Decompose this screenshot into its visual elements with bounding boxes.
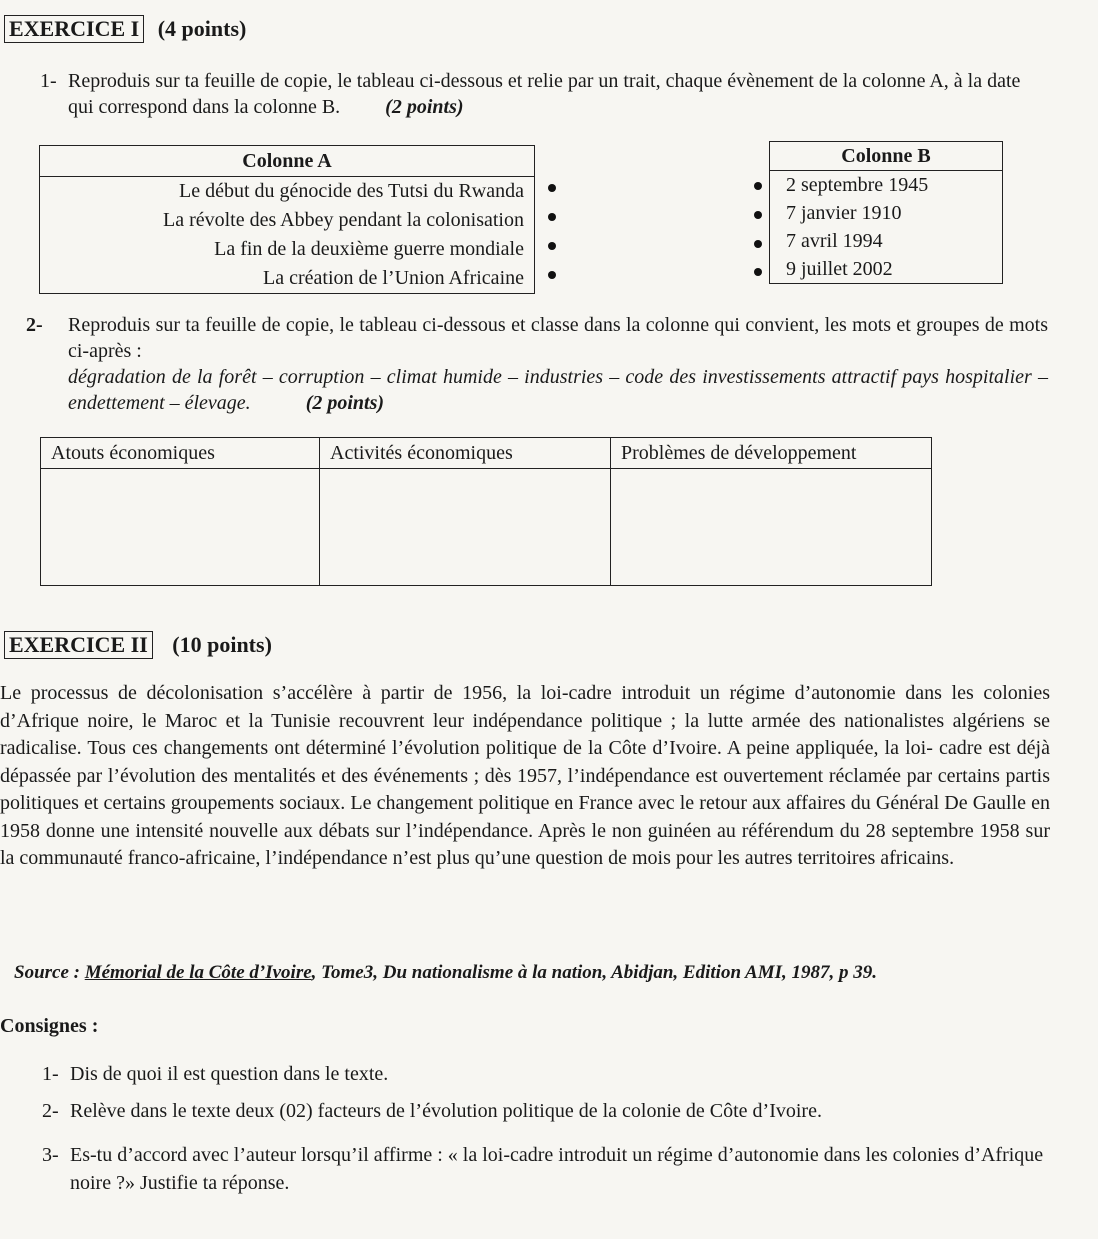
exercice-2-points: (10 points) bbox=[172, 632, 272, 657]
colonne-a-cell: La création de l’Union Africaine bbox=[263, 267, 524, 289]
document-text: Le processus de décolonisation s’accélère à partir de 1956, la loi-cadre introduit un régime d’autonomie dans les colonies d’Afrique noire, le Maroc et la Tunisie recouvrent leur indépendance politique ; la lutte armée des nationalistes algériens se radicalise. Tous ces changements ont déterminé l’évolution politique de la Côte d’Ivoire. A peine appliquée, la loi- cadre est déjà dépassée par l’évolution des mentalités et des événements ; dès 1957, l’indépendance est ouvertement réclamée par certains partis politiques et certains groupements sociaux. Le changement politique en France avec le retour aux affaires du Général De Gaulle en 1958 donne une intensité nouvelle aux débats sur l’indépendance. Après le non guinéen au référendum du 28 septembre 1958 sur la communauté franco-africaine, l’indépendance n’est plus qu’une question de mois pour les autres territoires africains. bbox=[0, 682, 1050, 869]
exercice-1-title: EXERCICE I bbox=[4, 15, 144, 43]
question-1 bbox=[40, 68, 1050, 120]
link-dot-a bbox=[548, 242, 556, 250]
question-2-number: 2- bbox=[26, 314, 43, 336]
consigne-number: 2- bbox=[42, 1100, 59, 1122]
consigne-number: 1- bbox=[42, 1063, 59, 1085]
colonne-b-cell: 2 septembre 1945 bbox=[786, 174, 929, 196]
link-dot-a bbox=[548, 271, 556, 279]
grid-header-problemes: Problèmes de développement bbox=[611, 438, 932, 469]
consigne-item-3 bbox=[42, 1141, 1052, 1197]
consigne-item-1 bbox=[42, 1060, 1042, 1088]
question-2-text: Reproduis sur ta feuille de copie, le tableau ci-dessous et classe dans la colonne qui convient, les mots et groupes de mots ci-après : bbox=[68, 314, 1048, 362]
exercice-2-title: EXERCICE II bbox=[4, 631, 153, 659]
consignes-label: Consignes : bbox=[0, 1015, 99, 1037]
classification-table bbox=[40, 437, 932, 586]
link-dot-b bbox=[754, 240, 762, 248]
consigne-text: Relève dans le texte deux (02) facteurs de l’évolution politique de la colonie de Côte d’Ivoire. bbox=[70, 1100, 822, 1122]
source-citation bbox=[14, 962, 877, 984]
colonne-b-header: Colonne B bbox=[770, 142, 1003, 171]
source-title: Mémorial de la Côte d’Ivoire bbox=[84, 962, 312, 983]
colonne-a-cell: La fin de la deuxième guerre mondiale bbox=[214, 238, 524, 260]
link-dot-b bbox=[754, 268, 762, 276]
colonne-a-cell: La révolte des Abbey pendant la colonisation bbox=[162, 209, 524, 231]
link-dot-b bbox=[754, 182, 762, 190]
grid-header-atouts: Atouts économiques bbox=[41, 438, 320, 469]
grid-header-activites: Activités économiques bbox=[320, 438, 611, 469]
link-dot-a bbox=[548, 184, 556, 192]
colonne-b-table bbox=[769, 141, 1003, 284]
consigne-text: Dis de quoi il est question dans le texte. bbox=[70, 1063, 389, 1085]
colonne-a-header: Colonne A bbox=[40, 146, 535, 177]
colonne-b-cell: 9 juillet 2002 bbox=[786, 258, 893, 280]
question-1-number: 1- bbox=[40, 70, 57, 92]
consigne-text: Es-tu d’accord avec l’auteur lorsqu’il affirme : « la loi-cadre introduit un régime d’autonomie dans les colonies d’Afrique noire ?» Justifie ta réponse. bbox=[70, 1144, 1044, 1194]
grid-empty-cell bbox=[611, 469, 932, 586]
colonne-b-cell: 7 janvier 1910 bbox=[786, 202, 902, 224]
colonne-b-cell: 7 avril 1994 bbox=[786, 230, 883, 252]
colonne-a-table bbox=[39, 145, 535, 294]
consigne-item-2 bbox=[42, 1097, 1042, 1125]
colonne-a-cell: Le début du génocide des Tutsi du Rwanda bbox=[179, 180, 524, 202]
grid-empty-cell bbox=[320, 469, 611, 586]
question-2-words: dégradation de la forêt – corruption – climat humide – industries – code des investissements attractif pays hospitalier – endettement – élevage. bbox=[68, 366, 1048, 414]
grid-empty-cell bbox=[41, 469, 320, 586]
link-dot-b bbox=[754, 211, 762, 219]
source-prefix: Source : bbox=[14, 962, 80, 983]
question-1-points: (2 points) bbox=[385, 96, 464, 118]
exercice-1-header bbox=[4, 15, 246, 43]
source-details: , Tome3, Du nationalisme à la nation, Abidjan, Edition AMI, 1987, p 39. bbox=[311, 962, 878, 983]
exercice-2-header bbox=[4, 631, 272, 659]
link-dot-a bbox=[548, 213, 556, 221]
consigne-number: 3- bbox=[42, 1144, 59, 1166]
question-2-points: (2 points) bbox=[305, 392, 385, 414]
exercice-1-points: (4 points) bbox=[157, 16, 247, 41]
question-2 bbox=[26, 312, 1048, 416]
question-1-text: Reproduis sur ta feuille de copie, le tableau ci-dessous et relie par un trait, chaque évènement de la colonne A, à la date qui correspond dans la colonne B. bbox=[68, 70, 1021, 118]
